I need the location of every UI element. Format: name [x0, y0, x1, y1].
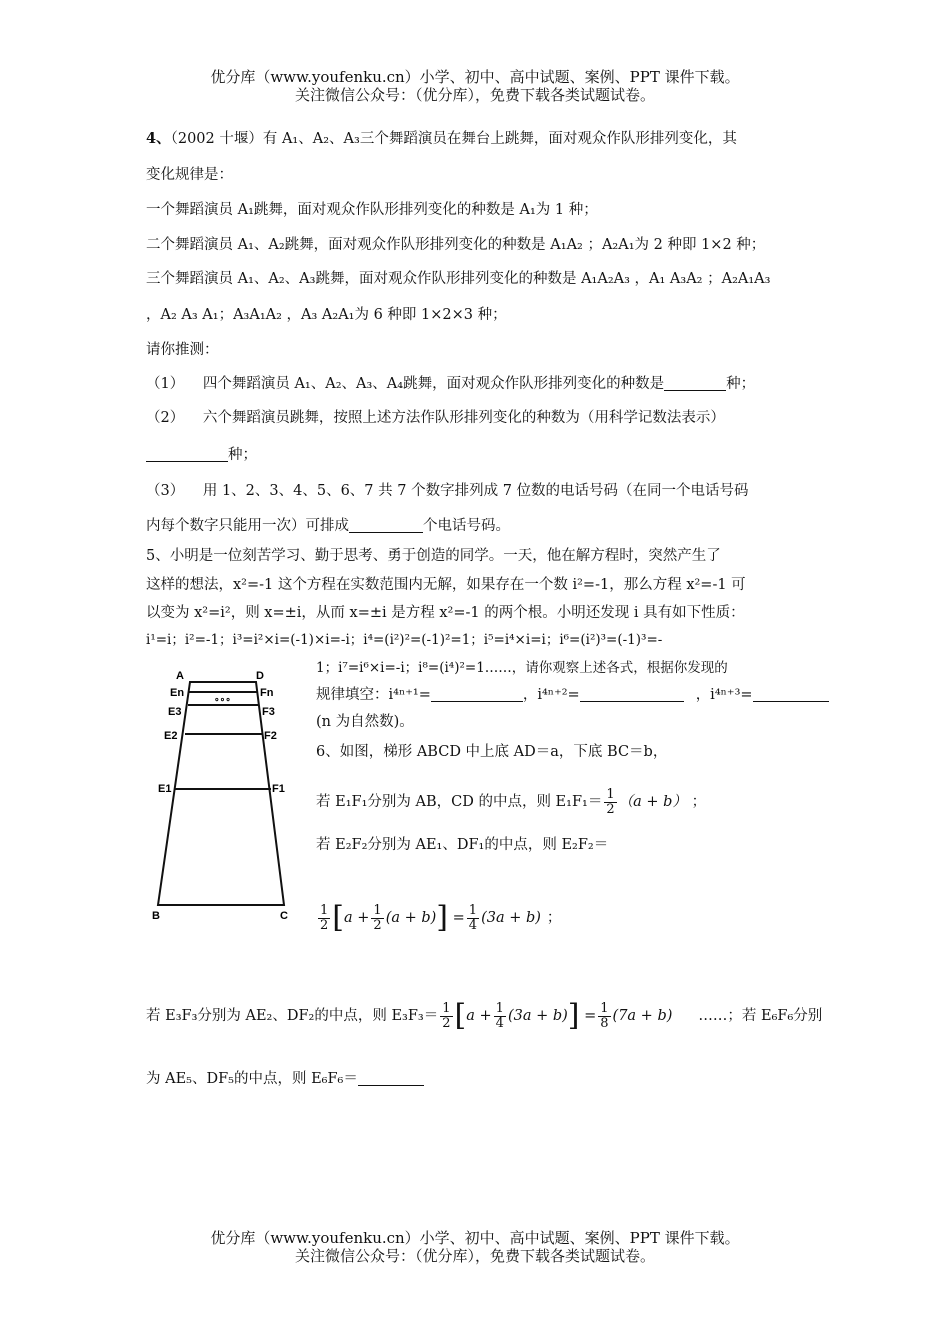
q4-part-2-label: （2） [146, 410, 185, 426]
q6-line-3: 若 E₂F₂分别为 AE₁、DF₁的中点，则 E₂F₂＝ [316, 837, 609, 853]
q4-part-3 [146, 482, 749, 500]
q6-eq2-a: a + [344, 910, 370, 926]
q5-line-4: i¹=i；i²=-1；i³=i²×i=(-1)×i=-i；i⁴=(i²)²=(-1)²=1；i⁵=i⁴×i=i；i⁶=(i²)³=(-1)³=- [146, 632, 663, 648]
q4-part-3-text-2: 内每个数字只能用一次）可排成 [146, 518, 349, 534]
q5-line-6 [316, 686, 829, 704]
label-f3: F3 [262, 706, 275, 718]
q6-line-4-end: ……；若 E₆F₆分别 [698, 1008, 823, 1024]
q6-eq2-ab: (a + b) [385, 910, 437, 926]
q5-blank-2-label: ，i⁴ⁿ⁺²= [522, 687, 580, 703]
q4-part-2-text: 六个舞蹈演员跳舞，按照上述方法作队形排列变化的种数为（用科学记数法表示） [202, 410, 725, 426]
q4-line-1 [146, 130, 737, 148]
q6-line-2 [316, 784, 706, 820]
label-f1: F1 [272, 783, 285, 795]
q6-eq3-inner-frac: $\frac{1}{4}$ [495, 1000, 504, 1031]
q6-blank[interactable] [358, 1071, 424, 1086]
q6-line-2-text: 若 E₁F₁分别为 AB，CD 的中点，则 E₁F₁＝ [316, 794, 603, 810]
label-en: En [170, 687, 185, 699]
q6-line-2-end: ； [691, 794, 707, 810]
q4-part-1-blank[interactable] [664, 376, 726, 391]
right-bracket: ] [436, 900, 449, 935]
q4-part-3-label: （3） [146, 483, 185, 499]
q6-eq2-result-frac: $\frac{1}{4}$ [468, 902, 478, 933]
q6-eq3-ab: (3a + b) [507, 1008, 568, 1024]
q4-part-2-blank[interactable] [146, 447, 228, 462]
q4-line-3: 一个舞蹈演员 A₁跳舞，面对观众作队形排列变化的种数是 A₁为 1 种； [146, 202, 598, 218]
q6-eq3-outer-frac: $\frac{1}{2}$ [442, 1000, 451, 1031]
q6-eq3-result: (7a + b) [612, 1008, 673, 1024]
label-b: B [152, 910, 160, 922]
q4-line-2: 变化规律是： [146, 167, 233, 183]
right-bracket: ] [567, 998, 580, 1033]
q4-intro: （2002 十堰）有 A₁、A₂、A₃三个舞蹈演员在舞台上跳舞，面对观众作队形排列变化，其 [170, 131, 737, 147]
q6-line-1: 6、如图，梯形 ABCD 中上底 AD＝a，下底 BC＝b， [316, 744, 668, 760]
q5-line-7: (n 为自然数)。 [316, 714, 414, 730]
q4-part-1-label: （1） [146, 376, 185, 392]
label-a: A [176, 670, 184, 682]
q6-expr-1: （a + b） [618, 794, 680, 810]
q6-eq-2 [316, 896, 561, 940]
label-e1: E1 [158, 783, 172, 795]
label-e3: E3 [168, 706, 182, 718]
q6-eq3-equals: = [584, 1008, 597, 1024]
q6-eq3-result-frac: $\frac{1}{8}$ [600, 1000, 609, 1031]
q4-part-2-cont [146, 446, 257, 464]
q5-blank-3[interactable] [753, 687, 829, 702]
q6-line-5-text: 为 AE₅、DF₅的中点，则 E₆F₆＝ [146, 1071, 358, 1087]
q5-line-2: 这样的想法，x²=-1 这个方程在实数范围内无解，如果存在一个数 i²=-1，那么方程 x²=-1 可 [146, 577, 746, 593]
q5-blank-1[interactable] [431, 687, 523, 702]
q6-eq2-outer-frac: $\frac{1}{2}$ [320, 902, 329, 933]
q5-blank-2[interactable] [580, 687, 684, 702]
left-bracket: [ [332, 900, 344, 935]
q4-line-5: 三个舞蹈演员 A₁、A₂、A₃跳舞，面对观众作队形排列变化的种数是 A₁A₂A₃ ，A₁ A₃A₂ ；A₂A₁A₃ [146, 271, 771, 287]
q6-eq2-inner-frac: $\frac{1}{2}$ [373, 902, 382, 933]
q4-part-3-blank[interactable] [349, 518, 423, 533]
label-f2: F2 [264, 730, 277, 742]
q5-blank-3-label: ，i⁴ⁿ⁺³= [695, 687, 753, 703]
q4-part-3-text: 用 1、2、3、4、5、6、7 共 7 个数字排列成 7 位数的电话号码（在同一个电话号码 [202, 483, 749, 499]
q5-blank-1-label: 规律填空：i⁴ⁿ⁺¹= [316, 687, 431, 703]
q4-part-1-unit: 种； [726, 376, 756, 392]
q5-line-1: 5、小明是一位刻苦学习、勤于思考、勇于创造的同学。一天，他在解方程时，突然产生了 [146, 548, 721, 564]
figure-dots: ∘∘∘ [214, 694, 231, 704]
q6-frac-1: $\frac{1}{2}$ [606, 786, 615, 817]
trapezoid-figure [150, 665, 300, 925]
q6-eq2-end: ； [546, 910, 562, 926]
q6-eq2-result: (3a + b) [481, 910, 541, 926]
header-line-1: 优分库（www.youfenku.cn）小学、初中、高中试题、案例、PPT 课件下载。 [210, 68, 740, 86]
label-d: D [256, 670, 264, 682]
q4-part-1-text: 四个舞蹈演员 A₁、A₂、A₃、A₄跳舞，面对观众作队形排列变化的种数是 [202, 376, 665, 392]
q4-part-3-cont [146, 517, 510, 535]
label-e2: E2 [164, 730, 178, 742]
q6-line-4 [146, 994, 822, 1038]
footer-line-1: 优分库（www.youfenku.cn）小学、初中、高中试题、案例、PPT 课件下载。 [210, 1229, 740, 1247]
q4-part-1 [146, 375, 755, 393]
q4-number: 4、 [146, 130, 171, 147]
footer-line-2: 关注微信公众号：（优分库），免费下载各类试题试卷。 [294, 1247, 655, 1265]
q4-line-7: 请你推测： [146, 342, 219, 358]
header-line-2: 关注微信公众号：（优分库），免费下载各类试题试卷。 [294, 86, 655, 104]
q6-eq3-a: a + [466, 1008, 492, 1024]
q5-line-3: 以变为 x²=i²，则 x=±i，从而 x=±i 是方程 x²=-1 的两个根。小明还发现 i 具有如下性质： [146, 605, 745, 621]
q4-part-2-unit: 种； [228, 447, 257, 463]
label-c: C [280, 910, 288, 922]
q4-part-2 [146, 409, 725, 427]
q6-line-5 [146, 1070, 424, 1088]
q6-line-4-text: 若 E₃F₃分别为 AE₂、DF₂的中点，则 E₃F₃＝ [146, 1008, 439, 1024]
left-bracket: [ [454, 998, 467, 1033]
q4-line-6: ，A₂ A₃ A₁；A₃A₁A₂ ，A₃ A₂A₁为 6 种即 1×2×3 种； [146, 307, 507, 323]
q5-line-5: 1；i⁷=i⁶×i=-i；i⁸=(i⁴)²=1……，请你观察上述各式，根据你发现的 [316, 660, 728, 676]
q6-eq2-equals: = [452, 910, 465, 926]
q4-line-4: 二个舞蹈演员 A₁、A₂跳舞，面对观众作队形排列变化的种数是 A₁A₂ ；A₂A₁为 2 种即 1×2 种； [146, 237, 766, 253]
label-fn: Fn [260, 687, 274, 699]
q4-part-3-unit: 个电话号码。 [423, 518, 510, 534]
